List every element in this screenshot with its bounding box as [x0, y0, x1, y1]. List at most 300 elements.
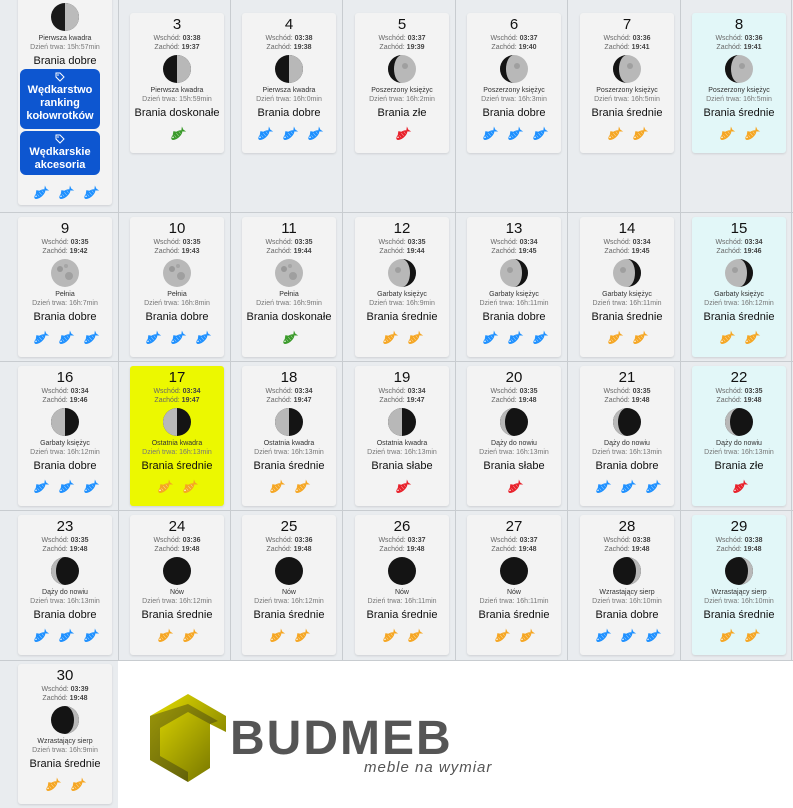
fish-icon	[380, 329, 399, 348]
fishing-rating: Brania dobre	[145, 311, 209, 323]
fish-icon	[480, 125, 499, 144]
sunrise-time: Wschód: 03:35	[41, 239, 89, 246]
fish-icon	[180, 627, 199, 646]
fish-icon	[505, 329, 524, 348]
moon-icon	[274, 556, 304, 586]
day-number: 7	[622, 16, 632, 33]
ranking-reels-button[interactable]	[20, 69, 100, 129]
sunrise-time: Wschód: 03:36	[715, 35, 763, 42]
day-card-27[interactable]	[467, 515, 561, 655]
fish-rating-icons	[18, 776, 112, 795]
moon-icon	[612, 407, 642, 437]
moon-phase: Poszerzony księżyc	[371, 87, 433, 94]
moon-icon	[162, 407, 192, 437]
sunrise-time: Wschód: 03:37	[378, 35, 426, 42]
sunrise-time: Wschód: 03:36	[603, 35, 651, 42]
day-card-24[interactable]	[130, 515, 224, 655]
moon-icon	[387, 407, 417, 437]
fishing-rating: Brania dobre	[482, 311, 546, 323]
moon-icon	[724, 556, 754, 586]
fish-icon	[267, 478, 286, 497]
sunrise-time: Wschód: 03:34	[378, 388, 426, 395]
fish-rating-icons	[18, 627, 112, 646]
fish-rating-icons	[580, 329, 674, 348]
day-length: Dzień trwa: 16h:13min	[367, 449, 437, 456]
moon-icon	[724, 54, 754, 84]
fish-icon	[68, 776, 87, 795]
fish-icon	[380, 627, 399, 646]
svg-text:meble na wymiar: meble na wymiar	[364, 759, 493, 776]
moon-icon	[50, 258, 80, 288]
day-length: Dzień trwa: 16h:13min	[592, 449, 662, 456]
sunset-time: Zachód: 19:48	[491, 546, 537, 553]
sunset-time: Zachód: 19:48	[42, 695, 88, 702]
fish-icon	[255, 125, 274, 144]
moon-icon	[612, 556, 642, 586]
fish-icon	[643, 627, 662, 646]
moon-phase: Garbaty księżyc	[40, 440, 90, 447]
day-number: 29	[730, 518, 748, 535]
day-length: Dzień trwa: 16h:9min	[256, 300, 322, 307]
moon-icon	[274, 54, 304, 84]
fish-icon	[717, 329, 736, 348]
day-card-28[interactable]	[580, 515, 674, 655]
fishing-rating: Brania słabe	[483, 460, 545, 472]
sunrise-time: Wschód: 03:37	[490, 537, 538, 544]
day-length: Dzień trwa: 16h:0min	[256, 96, 322, 103]
fish-rating-icons	[18, 329, 112, 348]
fishing-rating: Brania średnie	[29, 758, 101, 770]
fish-icon	[605, 329, 624, 348]
day-number: 22	[730, 369, 748, 386]
fish-icon	[630, 125, 649, 144]
moon-icon	[499, 54, 529, 84]
moon-phase: Garbaty księżyc	[714, 291, 764, 298]
moon-icon	[612, 258, 642, 288]
moon-phase: Garbaty księżyc	[489, 291, 539, 298]
moon-phase: Nów	[506, 589, 521, 596]
fish-icon	[505, 125, 524, 144]
fish-icon	[605, 125, 624, 144]
sunrise-time: Wschód: 03:37	[378, 537, 426, 544]
fishing-rating: Brania słabe	[371, 460, 433, 472]
day-length: Dzień trwa: 16h:11min	[479, 300, 549, 307]
day-number: 12	[393, 220, 411, 237]
fishing-rating: Brania średnie	[366, 311, 438, 323]
fish-icon	[168, 329, 187, 348]
day-card-14[interactable]	[580, 217, 674, 357]
moon-icon	[724, 258, 754, 288]
day-card-19[interactable]	[355, 366, 449, 506]
sunset-time: Zachód: 19:41	[716, 44, 762, 51]
fish-icon	[155, 478, 174, 497]
sunset-time: Zachód: 19:45	[604, 248, 650, 255]
day-card-17[interactable]	[130, 366, 224, 506]
fish-icon	[56, 184, 75, 203]
moon-phase: Pełnia	[167, 291, 187, 298]
day-length: Dzień trwa: 15h:57min	[30, 44, 100, 51]
fish-rating-icons	[242, 125, 336, 144]
day-length: Dzień trwa: 16h:13min	[254, 449, 324, 456]
fishing-rating: Brania złe	[714, 460, 764, 472]
fish-icon	[292, 478, 311, 497]
moon-phase: Dąży do nowiu	[491, 440, 537, 447]
sunrise-time: Wschód: 03:35	[490, 388, 538, 395]
day-number: 24	[168, 518, 186, 535]
fishing-rating: Brania średnie	[141, 460, 213, 472]
moon-icon	[274, 407, 304, 437]
day-length: Dzień trwa: 15h:59min	[142, 96, 212, 103]
day-card-18[interactable]	[242, 366, 336, 506]
sunset-time: Zachód: 19:46	[42, 397, 88, 404]
sunrise-time: Wschód: 03:38	[603, 537, 651, 544]
day-number: 17	[168, 369, 186, 386]
moon-phase: Wzrastający sierp	[37, 738, 93, 745]
sunset-time: Zachód: 19:48	[716, 397, 762, 404]
day-card-25[interactable]	[242, 515, 336, 655]
fish-rating-icons	[692, 627, 786, 646]
fish-icon	[56, 329, 75, 348]
moon-phase: Nów	[169, 589, 184, 596]
sunset-time: Zachód: 19:44	[379, 248, 425, 255]
moon-icon	[499, 258, 529, 288]
day-length: Dzień trwa: 16h:13min	[479, 449, 549, 456]
fishing-rating: Brania dobre	[33, 460, 97, 472]
fish-icon	[180, 478, 199, 497]
sunset-time: Zachód: 19:41	[604, 44, 650, 51]
fish-rating-icons	[580, 627, 674, 646]
day-length: Dzień trwa: 16h:5min	[706, 96, 772, 103]
fish-icon	[168, 125, 187, 144]
day-card-13[interactable]	[467, 217, 561, 357]
sunrise-time: Wschód: 03:34	[153, 388, 201, 395]
grid-column-line	[791, 0, 792, 661]
day-length: Dzień trwa: 16h:10min	[592, 598, 662, 605]
fishing-rating: Brania złe	[377, 107, 427, 119]
sunset-time: Zachód: 19:48	[154, 546, 200, 553]
moon-icon	[50, 705, 80, 735]
sunset-time: Zachód: 19:48	[379, 546, 425, 553]
fish-icon	[393, 125, 412, 144]
fish-rating-icons	[355, 329, 449, 348]
fish-icon	[630, 329, 649, 348]
fish-rating-icons	[130, 478, 224, 497]
sunrise-time: Wschód: 03:34	[603, 239, 651, 246]
moon-icon	[612, 54, 642, 84]
fish-icon	[305, 125, 324, 144]
fish-rating-icons	[130, 125, 224, 144]
fish-icon	[56, 627, 75, 646]
sunset-time: Zachód: 19:45	[491, 248, 537, 255]
day-number: 10	[168, 220, 186, 237]
fish-icon	[717, 627, 736, 646]
sunset-time: Zachód: 19:40	[491, 44, 537, 51]
day-number: 11	[281, 220, 297, 237]
sunrise-time: Wschód: 03:35	[603, 388, 651, 395]
fish-icon	[267, 627, 286, 646]
fishing-rating: Brania średnie	[253, 460, 325, 472]
day-length: Dzień trwa: 16h:5min	[594, 96, 660, 103]
sunset-time: Zachód: 19:42	[42, 248, 88, 255]
fish-icon	[530, 125, 549, 144]
fish-rating-icons	[18, 184, 112, 203]
moon-phase: Ostatnia kwadra	[263, 440, 315, 447]
fish-icon	[742, 125, 761, 144]
sunrise-time: Wschód: 03:35	[153, 239, 201, 246]
fish-icon	[593, 627, 612, 646]
fish-rating-icons	[130, 627, 224, 646]
fish-icon	[618, 627, 637, 646]
fishing-rating: Brania średnie	[703, 609, 775, 621]
fish-icon	[31, 627, 50, 646]
moon-icon	[499, 407, 529, 437]
moon-icon	[162, 258, 192, 288]
fish-rating-icons	[692, 125, 786, 144]
moon-phase: Pierwsza kwadra	[150, 87, 204, 94]
sunrise-time: Wschód: 03:37	[490, 35, 538, 42]
day-card-29[interactable]	[692, 515, 786, 655]
fishing-rating: Brania średnie	[591, 107, 663, 119]
sunrise-time: Wschód: 03:35	[715, 388, 763, 395]
fishing-rating: Brania średnie	[366, 609, 438, 621]
fishing-rating: Brania dobre	[257, 107, 321, 119]
sunset-time: Zachód: 19:48	[604, 397, 650, 404]
moon-phase: Wzrastający sierp	[711, 589, 767, 596]
moon-icon	[499, 556, 529, 586]
fish-rating-icons	[467, 478, 561, 497]
day-card-9[interactable]	[18, 217, 112, 357]
sunset-time: Zachód: 19:48	[716, 546, 762, 553]
sunrise-time: Wschód: 03:34	[265, 388, 313, 395]
day-card-8[interactable]	[692, 13, 786, 153]
fishing-rating: Brania dobre	[33, 311, 97, 323]
sunset-time: Zachód: 19:43	[154, 248, 200, 255]
fishing-rating: Brania średnie	[703, 107, 775, 119]
day-length: Dzień trwa: 16h:12min	[254, 598, 324, 605]
fish-icon	[717, 125, 736, 144]
fish-rating-icons	[692, 478, 786, 497]
fishing-rating: Brania średnie	[591, 311, 663, 323]
fishing-rating: Brania średnie	[478, 609, 550, 621]
day-length: Dzień trwa: 16h:12min	[142, 598, 212, 605]
moon-icon	[274, 258, 304, 288]
day-number: 21	[618, 369, 636, 386]
moon-phase: Ostatnia kwadra	[151, 440, 203, 447]
moon-phase: Pełnia	[279, 291, 299, 298]
day-number: 25	[280, 518, 298, 535]
sunrise-time: Wschód: 03:34	[41, 388, 89, 395]
tag-icon	[55, 72, 65, 82]
moon-icon	[50, 407, 80, 437]
day-length: Dzień trwa: 16h:9min	[32, 747, 98, 754]
moon-phase: Pierwsza kwadra	[262, 87, 316, 94]
sunrise-time: Wschód: 03:36	[265, 537, 313, 544]
day-card-26[interactable]	[355, 515, 449, 655]
day-number: 5	[397, 16, 407, 33]
grid-column-line	[230, 0, 231, 661]
grid-column-line	[455, 0, 456, 661]
fishing-rating: Brania dobre	[595, 460, 659, 472]
day-number: 20	[505, 369, 523, 386]
day-number: 28	[618, 518, 636, 535]
day-length: Dzień trwa: 16h:10min	[704, 598, 774, 605]
day-number: 13	[505, 220, 523, 237]
button-label: Wędkarskie akcesoria	[29, 146, 91, 171]
fishing-rating: Brania średnie	[253, 609, 325, 621]
moon-icon	[162, 54, 192, 84]
fish-icon	[143, 329, 162, 348]
fish-rating-icons	[692, 329, 786, 348]
sunset-time: Zachód: 19:48	[266, 546, 312, 553]
day-length: Dzień trwa: 16h:9min	[369, 300, 435, 307]
fish-icon	[505, 478, 524, 497]
fish-rating-icons	[355, 478, 449, 497]
fish-icon	[730, 478, 749, 497]
moon-phase: Garbaty księżyc	[602, 291, 652, 298]
sunrise-time: Wschód: 03:38	[153, 35, 201, 42]
fish-rating-icons	[355, 627, 449, 646]
fish-rating-icons	[242, 329, 336, 348]
day-card-20[interactable]	[467, 366, 561, 506]
moon-phase: Nów	[394, 589, 409, 596]
sunrise-time: Wschód: 03:36	[153, 537, 201, 544]
day-number: 8	[734, 16, 744, 33]
fishing-rating: Brania średnie	[141, 609, 213, 621]
day-card-6[interactable]	[467, 13, 561, 153]
moon-phase: Dąży do nowiu	[604, 440, 650, 447]
sunset-time: Zachód: 19:38	[266, 44, 312, 51]
day-length: Dzień trwa: 16h:12min	[30, 449, 100, 456]
day-length: Dzień trwa: 16h:8min	[144, 300, 210, 307]
moon-icon	[162, 556, 192, 586]
fish-rating-icons	[467, 125, 561, 144]
day-number: 18	[280, 369, 298, 386]
day-card-12[interactable]	[355, 217, 449, 357]
fish-rating-icons	[242, 627, 336, 646]
moon-phase: Dąży do nowiu	[716, 440, 762, 447]
fish-icon	[742, 329, 761, 348]
fishing-rating: Brania średnie	[703, 311, 775, 323]
sunrise-time: Wschód: 03:38	[265, 35, 313, 42]
day-length: Dzień trwa: 16h:11min	[592, 300, 662, 307]
day-length: Dzień trwa: 16h:13min	[30, 598, 100, 605]
sunset-time: Zachód: 19:47	[379, 397, 425, 404]
day-card-3[interactable]	[130, 13, 224, 153]
day-number: 27	[505, 518, 523, 535]
day-number: 14	[618, 220, 636, 237]
moon-icon	[50, 556, 80, 586]
fish-rating-icons	[467, 329, 561, 348]
moon-icon	[724, 407, 754, 437]
day-length: Dzień trwa: 16h:7min	[32, 300, 98, 307]
day-number: 16	[56, 369, 74, 386]
fish-icon	[492, 627, 511, 646]
grid-column-line	[342, 0, 343, 661]
grid-column-line	[567, 0, 568, 661]
sunrise-time: Wschód: 03:35	[378, 239, 426, 246]
tag-icon	[55, 134, 65, 144]
moon-phase: Poszerzony księżyc	[596, 87, 658, 94]
moon-phase: Poszerzony księżyc	[483, 87, 545, 94]
fish-icon	[43, 776, 62, 795]
fishing-rating: Brania dobre	[482, 107, 546, 119]
day-card-4[interactable]	[242, 13, 336, 153]
sunrise-time: Wschód: 03:34	[715, 239, 763, 246]
day-number: 6	[509, 16, 519, 33]
day-number: 19	[393, 369, 411, 386]
fish-icon	[280, 125, 299, 144]
fish-icon	[618, 478, 637, 497]
sunrise-time: Wschód: 03:38	[715, 537, 763, 544]
fishing-rating: Brania doskonałe	[246, 311, 332, 323]
day-card-5[interactable]	[355, 13, 449, 153]
sunset-time: Zachód: 19:46	[716, 248, 762, 255]
day-length: Dzień trwa: 16h:12min	[704, 300, 774, 307]
sunrise-time: Wschód: 03:34	[490, 239, 538, 246]
day-card-10[interactable]	[130, 217, 224, 357]
fishing-rating: Brania dobre	[33, 55, 97, 67]
fish-icon	[81, 627, 100, 646]
fish-icon	[530, 329, 549, 348]
day-card-16[interactable]	[18, 366, 112, 506]
moon-phase: Ostatnia kwadra	[376, 440, 428, 447]
day-number: 26	[393, 518, 411, 535]
moon-phase: Nów	[281, 589, 296, 596]
day-card-21[interactable]	[580, 366, 674, 506]
fish-rating-icons	[467, 627, 561, 646]
day-card-30[interactable]	[18, 664, 112, 804]
day-card-15[interactable]	[692, 217, 786, 357]
day-card-7[interactable]	[580, 13, 674, 153]
fish-rating-icons	[355, 125, 449, 144]
day-length: Dzień trwa: 16h:2min	[369, 96, 435, 103]
fish-icon	[405, 329, 424, 348]
sunset-time: Zachód: 19:37	[154, 44, 200, 51]
moon-phase: Pierwsza kwadra	[38, 35, 92, 42]
day-card-11[interactable]	[242, 217, 336, 357]
fish-rating-icons	[130, 329, 224, 348]
fish-icon	[193, 329, 212, 348]
day-card-22[interactable]	[692, 366, 786, 506]
sunrise-time: Wschód: 03:39	[41, 686, 89, 693]
sunset-time: Zachód: 19:48	[42, 546, 88, 553]
moon-icon	[387, 54, 417, 84]
fish-icon	[31, 329, 50, 348]
button-label: Wędkarstwo ranking kołowrotków	[26, 84, 94, 122]
day-length: Dzień trwa: 16h:13min	[142, 449, 212, 456]
fish-icon	[480, 329, 499, 348]
fish-icon	[292, 627, 311, 646]
fish-icon	[31, 478, 50, 497]
day-card-23[interactable]	[18, 515, 112, 655]
fish-icon	[81, 329, 100, 348]
moon-phase: Wzrastający sierp	[599, 589, 655, 596]
fish-icon	[742, 627, 761, 646]
day-number: 3	[172, 16, 182, 33]
moon-icon	[50, 2, 80, 32]
day-number: 30	[56, 667, 74, 684]
fish-icon	[81, 478, 100, 497]
sunset-time: Zachód: 19:48	[604, 546, 650, 553]
accessories-button[interactable]	[20, 131, 100, 175]
day-number: 23	[56, 518, 74, 535]
budmeb-logo	[148, 690, 548, 798]
fish-rating-icons	[242, 478, 336, 497]
fishing-rating: Brania dobre	[33, 609, 97, 621]
day-length: Dzień trwa: 16h:13min	[704, 449, 774, 456]
fish-icon	[405, 627, 424, 646]
fish-icon	[56, 478, 75, 497]
